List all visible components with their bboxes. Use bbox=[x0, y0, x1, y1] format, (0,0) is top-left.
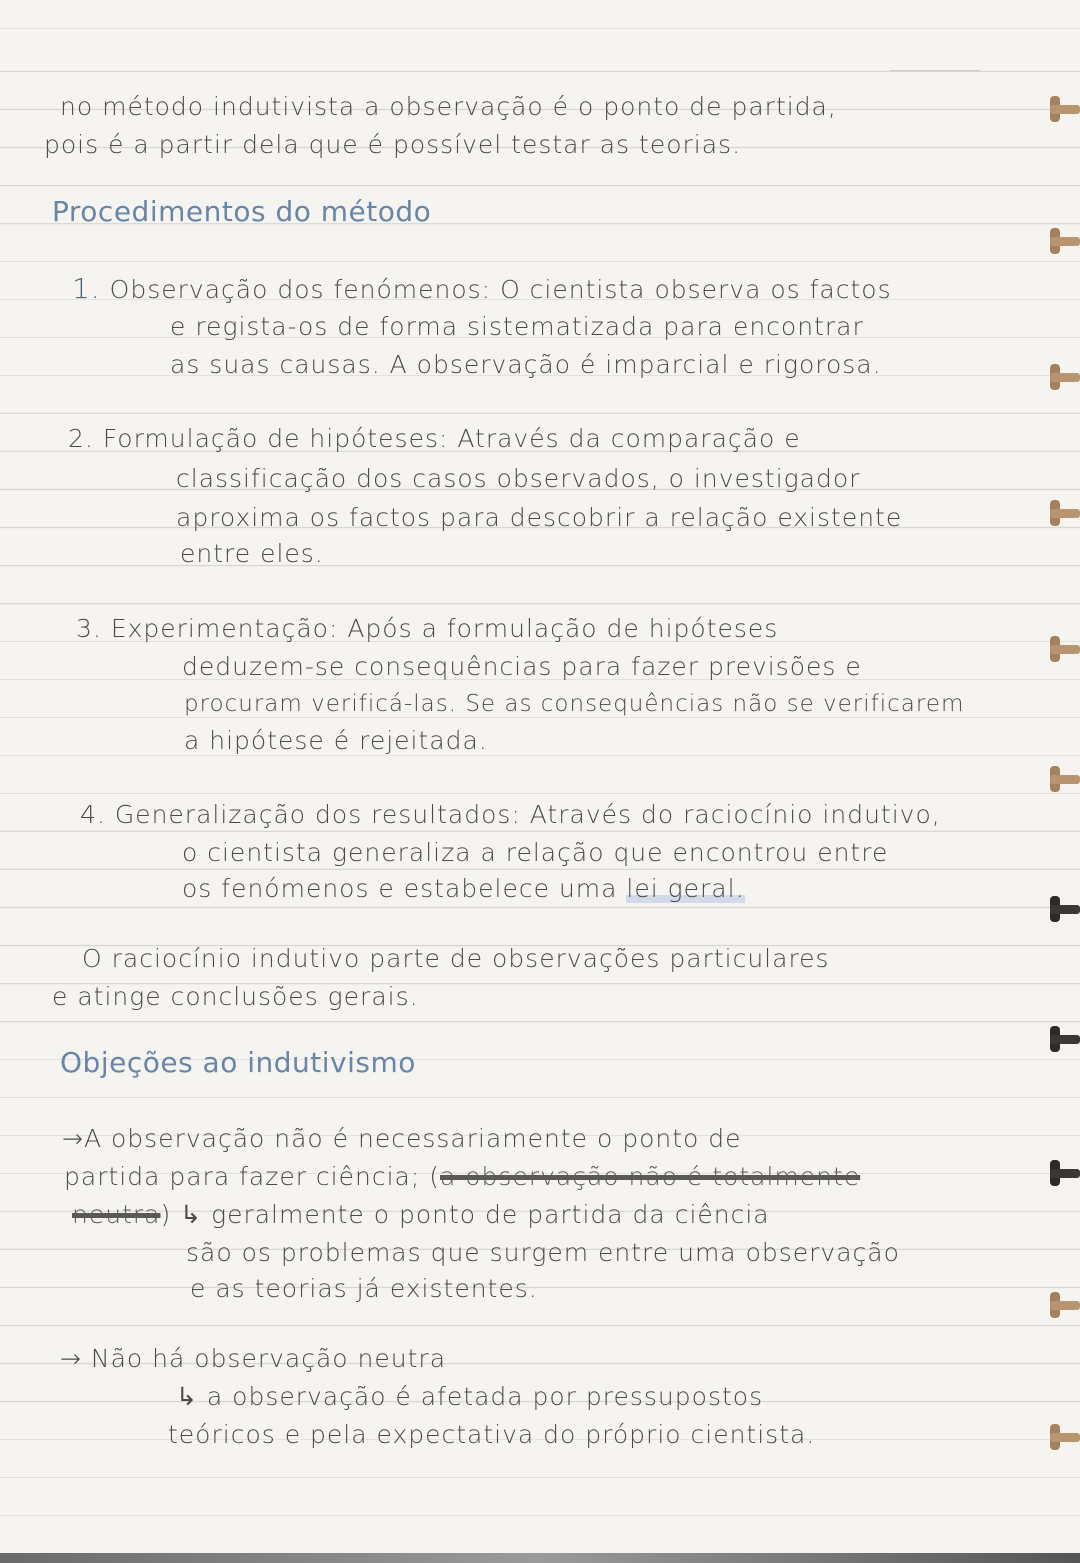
objection-2-line-1: → Não há observação neutra bbox=[60, 1344, 447, 1373]
objection-2-line-3: teóricos e pela expectativa do próprio cientista. bbox=[168, 1420, 816, 1449]
objection-1-line-5: e as teorias já existentes. bbox=[190, 1274, 538, 1303]
binder-ring bbox=[1046, 500, 1080, 526]
intro-line-1: no método indutivista a observação é o ponto de partida, bbox=[60, 92, 837, 121]
step-1-line-2: e regista-os de forma sistematizada para encontrar bbox=[170, 312, 864, 341]
objection-1-crossed-out-text: a observação não é totalmente bbox=[440, 1162, 861, 1191]
step-3-line-2: deduzem-se consequências para fazer previsões e bbox=[182, 652, 862, 681]
binder-ring bbox=[1046, 364, 1080, 390]
binder-ring bbox=[1046, 1160, 1080, 1186]
step-2-line-3: aproxima os factos para descobrir a relação existente bbox=[176, 503, 903, 532]
step-2-number: 2. bbox=[68, 424, 94, 453]
step-3-line-4: a hipótese é rejeitada. bbox=[184, 726, 488, 755]
objection-1-line-2 bbox=[64, 1158, 860, 1195]
objection-1-line-2-text: partida para fazer ciência; ( bbox=[64, 1162, 440, 1191]
step-4-highlight-lei-geral: lei geral. bbox=[626, 874, 745, 903]
step-4-number: 4. bbox=[80, 800, 106, 829]
step-4-line-3 bbox=[182, 870, 745, 907]
binder-ring bbox=[1046, 766, 1080, 792]
step-2-heading bbox=[68, 420, 801, 457]
section-title-objecoes: Objeções ao indutivismo bbox=[60, 1046, 416, 1079]
step-3-line-1: Após a formulação de hipóteses bbox=[347, 614, 779, 643]
step-2-title: Formulação de hipóteses: bbox=[102, 424, 449, 453]
step-2-line-1: Através da comparação e bbox=[457, 424, 801, 453]
step-3-number: 3. bbox=[76, 614, 102, 643]
step-4-line-3-text: os fenómenos e estabelece uma bbox=[182, 874, 618, 903]
step-3-heading bbox=[76, 610, 778, 647]
step-4-title: Generalização dos resultados: bbox=[114, 800, 521, 829]
objection-1-line-1: →A observação não é necessariamente o ponto de bbox=[62, 1124, 742, 1153]
step-1-number: 1. bbox=[72, 272, 101, 305]
step-3-line-3: procuram verificá-las. Se as consequências não se verificarem bbox=[184, 691, 965, 717]
date-field bbox=[890, 58, 980, 71]
objection-2-line-2: ↳ a observação é afetada por pressupostos bbox=[176, 1382, 764, 1411]
objection-1-line-3-text: ) ↳ geralmente o ponto de partida da ciência bbox=[160, 1200, 770, 1229]
binder-ring bbox=[1046, 636, 1080, 662]
binder-ring bbox=[1046, 228, 1080, 254]
conclusion-line-2: e atinge conclusões gerais. bbox=[52, 982, 419, 1011]
step-2-line-4: entre eles. bbox=[180, 539, 324, 568]
step-1-heading bbox=[72, 270, 892, 308]
section-title-procedimentos: Procedimentos do método bbox=[52, 195, 432, 228]
page-bottom-edge bbox=[0, 1553, 1080, 1563]
step-1-title: Observação dos fenómenos: bbox=[109, 275, 492, 304]
step-1-line-3: as suas causas. A observação é imparcial e rigorosa. bbox=[170, 350, 882, 379]
conclusion-line-1: O raciocínio indutivo parte de observações particulares bbox=[82, 944, 830, 973]
binder-ring bbox=[1046, 96, 1080, 122]
binder-ring bbox=[1046, 1424, 1080, 1450]
binder-ring bbox=[1046, 1292, 1080, 1318]
step-3-title: Experimentação: bbox=[110, 614, 339, 643]
objection-1-line-4: são os problemas que surgem entre uma observação bbox=[186, 1238, 900, 1267]
binder-ring bbox=[1046, 896, 1080, 922]
step-4-line-2: o cientista generaliza a relação que encontrou entre bbox=[182, 838, 889, 867]
binder-ring bbox=[1046, 1026, 1080, 1052]
binder-rings bbox=[1046, 0, 1080, 1563]
step-4-heading bbox=[80, 796, 941, 833]
step-2-line-2: classificação dos casos observados, o investigador bbox=[176, 464, 861, 493]
objection-1-crossed-out-word: neutra bbox=[72, 1200, 161, 1229]
objection-1-line-3 bbox=[72, 1196, 770, 1233]
step-4-line-1: Através do raciocínio indutivo, bbox=[529, 800, 941, 829]
intro-line-2: pois é a partir dela que é possível testar as teorias. bbox=[44, 130, 742, 159]
step-1-line-1: O cientista observa os factos bbox=[500, 275, 892, 304]
